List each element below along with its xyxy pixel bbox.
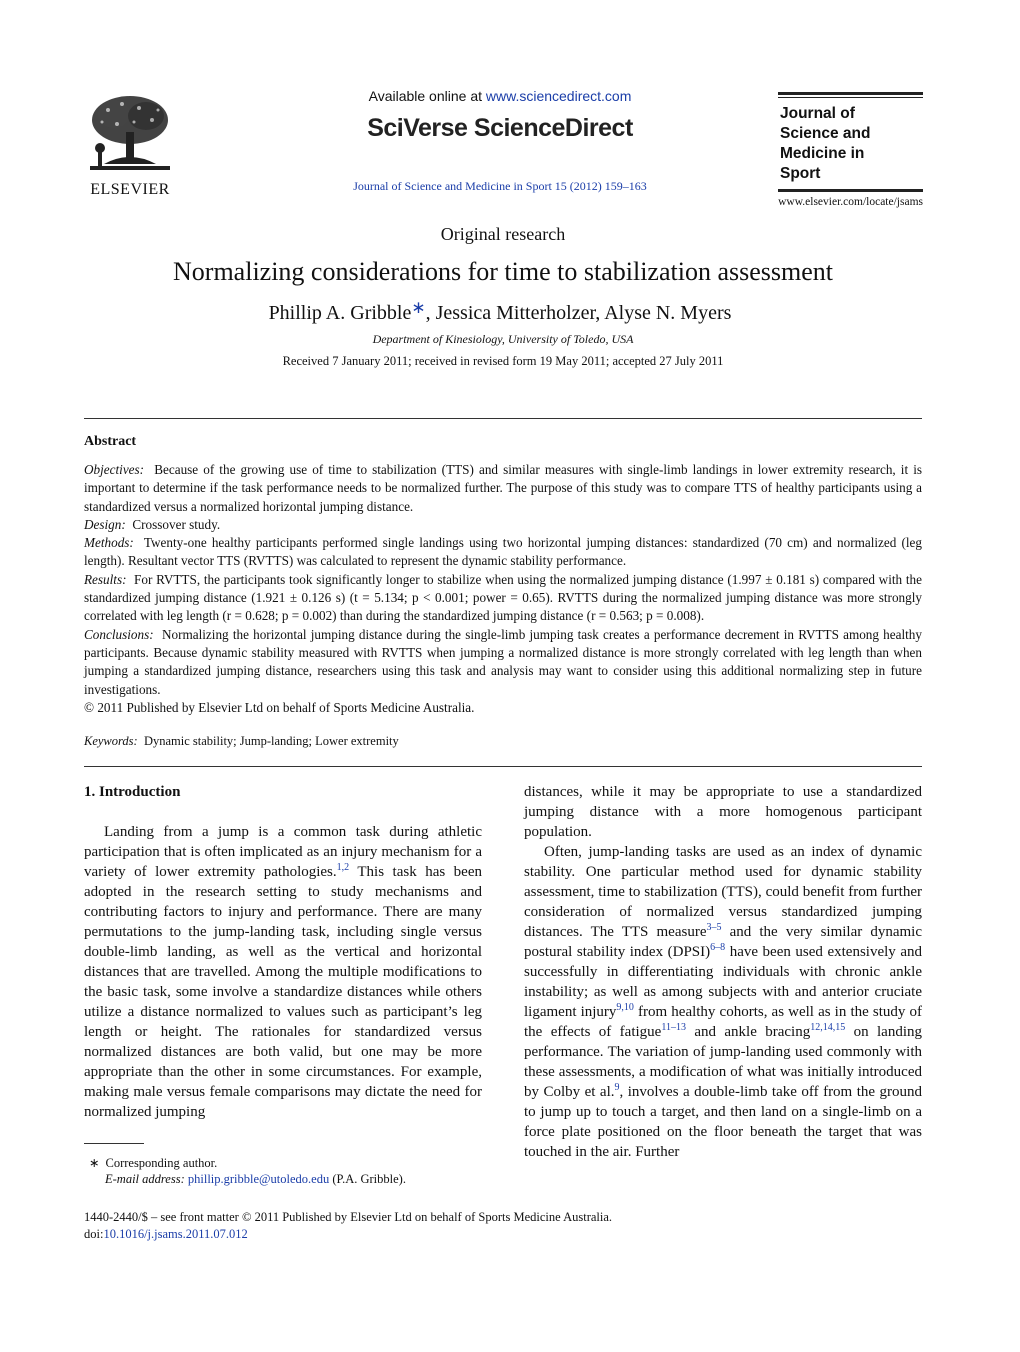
- available-online: [300, 88, 700, 104]
- intro-text: and the very similar dynamic postural stability index (DPSI): [524, 924, 923, 960]
- citation-link[interactable]: 3–5: [706, 922, 722, 933]
- footnote-divider: [84, 1143, 144, 1144]
- design-label: Design:: [84, 516, 126, 532]
- journal-title-box: [778, 92, 923, 192]
- citation-ref[interactable]: [810, 1022, 845, 1033]
- journal-box-line: Medicine in: [780, 145, 865, 162]
- objectives-text: Because of the growing use of time to stabilization (TTS) and similar measures with single-limb landings in lower extremity research, it is important to determine if the task performance needs to be normalized further. The purpose of this study was to compare TTS of healthy participants using a standardized versus a normalized horizontal jumping distance.: [84, 462, 923, 514]
- right-column: [524, 782, 922, 1162]
- other-authors: , Jessica Mitterholzer, Alyse N. Myers: [425, 302, 732, 324]
- keywords-label: Keywords:: [84, 734, 138, 748]
- intro-text: This task has been adopted in the research setting to study mechanisms and contributing factors to injury and performance. There are many permutations to the jump-landing task, including single versus double-limb landing, as well as the vertical and horizontal distances that are travelled. Among the multiple modifications to the basic task, some involve a standardize distances while others utilize a distance normalized to values such as participant’s leg length or height. The rationales for standardized versus normalized distances are both valid, but one may be more appropriate than the other in some circumstances. For example, making male versus female comparisons may dictate the need for normalized jumping: [84, 864, 482, 1120]
- email-link[interactable]: phillip.gribble@utoledo.edu: [187, 1172, 330, 1186]
- email-note: [84, 1171, 482, 1187]
- design-text: Crossover study.: [132, 516, 221, 532]
- doi-prefix: doi:: [84, 1226, 104, 1241]
- journal-url-link[interactable]: www.elsevier.com/locate/jsams: [778, 196, 923, 208]
- abstract-heading: Abstract: [84, 434, 137, 449]
- abstract-design: [84, 516, 922, 534]
- doi-line: [84, 1226, 612, 1243]
- author-gribble: Phillip A. Gribble: [268, 302, 412, 324]
- intro-paragraph: [524, 842, 922, 1162]
- intro-text: Often, jump-landing tasks are used as an index of dynamic stability. One particular method used for dynamic stability assessment, time to stabilization (TTS), could benefit from further consideration of normalized versus standardized jumping distances. The TTS measure: [524, 844, 922, 940]
- journal-box-line: Science and: [780, 125, 871, 142]
- objectives-label: Objectives:: [84, 462, 145, 477]
- methods-label: Methods:: [84, 535, 134, 551]
- available-prefix: Available online at: [368, 88, 482, 104]
- journal-box-line: Journal of: [780, 105, 855, 122]
- abstract-results: [84, 571, 922, 626]
- journal-box-title: [778, 98, 923, 189]
- left-column: [84, 822, 482, 1122]
- intro-paragraph: distances, while it may be appropriate to use a standardized jumping distance with a more homogenous participant population.: [524, 784, 922, 840]
- citation-ref[interactable]: [710, 942, 725, 953]
- article-title: Normalizing considerations for time to stabilization assessment: [173, 257, 833, 286]
- journal-box-top-rule: [778, 92, 923, 95]
- journal-citation-link[interactable]: Journal of Science and Medicine in Sport 15 (2012) 159–163: [353, 179, 647, 193]
- intro-text: from healthy cohorts, as well as in the study of the effects of fatigue: [524, 1004, 922, 1040]
- issn-line: 1440-2440/$ – see front matter © 2011 Published by Elsevier Ltd on behalf of Sports Medicine Australia.: [84, 1210, 613, 1224]
- sciencedirect-link[interactable]: www.sciencedirect.com: [485, 88, 632, 104]
- abstract-bottom-divider: [84, 766, 922, 767]
- author-list: [0, 298, 1000, 325]
- footnote-mark: ∗: [89, 1156, 100, 1170]
- footnote: [84, 1155, 482, 1187]
- email-suffix: (P.A. Gribble).: [332, 1172, 406, 1186]
- intro-paragraph: [84, 822, 482, 1122]
- citation-link[interactable]: 11–13: [661, 1022, 686, 1033]
- abstract-top-divider: [84, 418, 922, 419]
- citation-ref[interactable]: [616, 1002, 634, 1013]
- citation-link[interactable]: 6–8: [710, 942, 726, 953]
- elsevier-tree-icon: [84, 92, 176, 174]
- elsevier-logo: [84, 92, 176, 198]
- results-text: For RVTTS, the participants took significantly longer to stabilize when using the normalized jumping distance (1.997 ± 0.181 s) compared with the standardized jumping distance (1.921 ± 0.126 s) (t = 5.134; p < 0.001; power = 0.65). RVTTS during the normalized jumping distance was more strongly correlated with leg length (r = 0.628; p = 0.002) than during the standardized jumping distance (r = 0.563; p = 0.008).: [84, 571, 923, 624]
- citation-ref[interactable]: [661, 1022, 686, 1033]
- affiliation: Department of Kinesiology, University of Toledo, USA: [372, 332, 634, 346]
- corresponding-text: Corresponding author.: [105, 1156, 218, 1170]
- abstract-objectives: [84, 461, 922, 516]
- citation-link[interactable]: 1,2: [336, 862, 350, 873]
- methods-text: Twenty-one healthy participants performed single landings using two horizontal jumping distances: standardized (70 cm) and normalized (leg length). Resultant vector TTS (RVTTS) was calculated to represent the dynamic stability performance.: [84, 535, 922, 569]
- citation-link[interactable]: 9: [614, 1082, 620, 1093]
- intro-text: , involves a double-limb take off from the ground to jump up to touch a target, and then land on a single-limb on a force plate positioned on the floor beneath the target that was touched in the air. Further: [524, 1084, 922, 1160]
- received-dates: Received 7 January 2011; received in revised form 19 May 2011; accepted 27 July 2011: [282, 354, 724, 368]
- citation-ref[interactable]: [337, 862, 350, 873]
- conclusions-label: Conclusions:: [84, 626, 154, 642]
- journal-box-line: Sport: [780, 165, 821, 182]
- page-footer: [84, 1209, 612, 1242]
- abstract-copyright: © 2011 Published by Elsevier Ltd on behalf of Sports Medicine Australia.: [84, 699, 475, 715]
- intro-text: Landing from a jump is a common task during athletic participation that is often implicated as an injury mechanism for a variety of lower extremity pathologies.: [84, 824, 482, 880]
- abstract-conclusions: [84, 626, 922, 699]
- abstract-methods: [84, 534, 922, 571]
- intro-text: on landing performance. The variation of jump-landing used commonly with these assessments, a modification of what was initially introduced by Colby et al.: [524, 1024, 922, 1100]
- corresponding-author-mark[interactable]: ∗: [411, 298, 426, 317]
- journal-box-bottom-rule: [778, 189, 923, 192]
- citation-link[interactable]: 9,10: [616, 1002, 634, 1013]
- sciverse-brand: SciVerse ScienceDirect: [367, 114, 633, 142]
- doi-link[interactable]: 10.1016/j.jsams.2011.07.012: [103, 1226, 248, 1241]
- citation-link[interactable]: 12,14,15: [810, 1022, 846, 1033]
- section-heading-introduction: 1. Introduction: [84, 784, 181, 800]
- keywords-text: Dynamic stability; Jump-landing; Lower extremity: [143, 734, 399, 748]
- results-label: Results:: [84, 571, 127, 587]
- article-type: Original research: [440, 224, 566, 244]
- email-label: E-mail address:: [105, 1172, 185, 1186]
- citation-ref[interactable]: [707, 922, 722, 933]
- intro-text: and ankle bracing: [685, 1024, 811, 1040]
- keywords: [84, 734, 399, 749]
- intro-text: have been used extensively and successfully in differentiating individuals with chronic ankle instability; as well as among subjects with and anterior cruciate ligament injury: [524, 944, 922, 1020]
- conclusions-text: Normalizing the horizontal jumping distance during the single-limb jumping task creates a performance decrement in RVTTS among healthy participants. Because dynamic stability measured with RVTTS when jumping a normalized distance is more strongly correlated with leg length than when jumping a standardized jumping distance, researchers using this task and analysis may want to consider using this additional normalizing step in future investigations.: [84, 626, 922, 697]
- elsevier-wordmark: ELSEVIER: [90, 181, 170, 198]
- abstract-body: [84, 461, 922, 717]
- corresponding-author-note: [84, 1155, 482, 1171]
